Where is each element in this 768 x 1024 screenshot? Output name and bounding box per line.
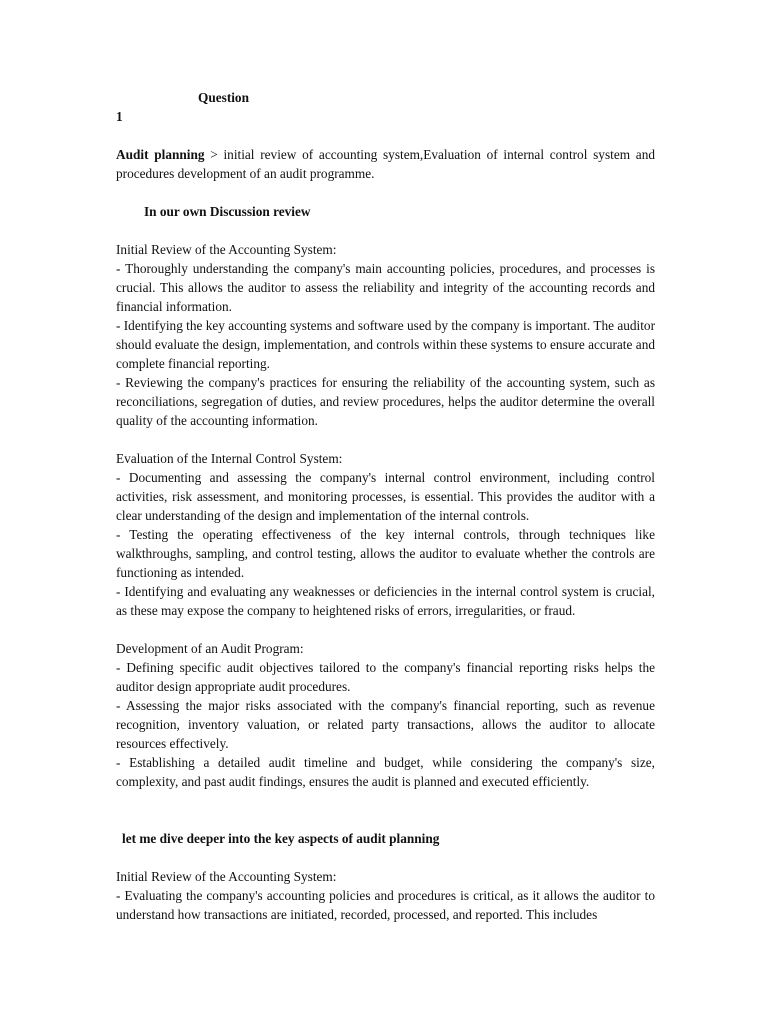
deeper-heading: let me dive deeper into the key aspects of audit planning bbox=[122, 831, 440, 846]
section-bullet: - Reviewing the company's practices for ensuring the reliability of the accounting system, such as reconciliations, segregation of duties, and review procedures, helps the auditor determine the overall quality of the accounting information. bbox=[116, 375, 655, 428]
section-title: Initial Review of the Accounting System: bbox=[116, 242, 337, 257]
section-bullet: - Thoroughly understanding the company's main accounting policies, procedures, and processes is crucial. This allows the auditor to assess the reliability and integrity of the accounting records and financial information. bbox=[116, 261, 655, 314]
section-bullet: - Documenting and assessing the company's internal control environment, including control activities, risk assessment, and monitoring processes, is essential. This provides the auditor with a clear understanding of the design and implementation of the internal controls. bbox=[116, 470, 655, 523]
intro-bold-label: Audit planning bbox=[116, 147, 205, 162]
spacer bbox=[116, 430, 655, 449]
spacer bbox=[116, 183, 655, 202]
spacer bbox=[116, 848, 655, 867]
spacer bbox=[116, 620, 655, 639]
spacer bbox=[116, 221, 655, 240]
section-bullet: - Defining specific audit objectives tailored to the company's financial reporting risks helps the auditor design appropriate audit procedures. bbox=[116, 660, 655, 694]
section-bullet: - Evaluating the company's accounting policies and procedures is critical, as it allows the auditor to understand how transactions are initiated, recorded, processed, and reported. This includes bbox=[116, 888, 655, 922]
section-bullet: - Establishing a detailed audit timeline and budget, while considering the company's size, complexity, and past audit findings, ensures the audit is planned and executed efficiently. bbox=[116, 755, 655, 789]
question-number: 1 bbox=[116, 109, 123, 124]
section-title: Initial Review of the Accounting System: bbox=[116, 869, 337, 884]
spacer bbox=[116, 791, 655, 829]
section-bullet: - Identifying and evaluating any weaknesses or deficiencies in the internal control system is crucial, as these may expose the company to heightened risks of errors, irregularities, or fraud. bbox=[116, 584, 655, 618]
discussion-heading: In our own Discussion review bbox=[144, 204, 311, 219]
spacer bbox=[116, 126, 655, 145]
intro-text: > initial review of accounting system,Evaluation of internal control system and procedures development of an audit programme. bbox=[116, 147, 655, 181]
section-title: Evaluation of the Internal Control System: bbox=[116, 451, 343, 466]
document-body bbox=[116, 88, 655, 924]
question-title: Question bbox=[198, 90, 249, 105]
section-bullet: - Identifying the key accounting systems and software used by the company is important. The auditor should evaluate the design, implementation, and controls within these systems to ensure accurate and complete financial reporting. bbox=[116, 318, 655, 371]
section-bullet: - Testing the operating effectiveness of the key internal controls, through techniques like walkthroughs, sampling, and control testing, allows the auditor to evaluate whether the controls are functioning as intended. bbox=[116, 527, 655, 580]
section-title: Development of an Audit Program: bbox=[116, 641, 304, 656]
intro-paragraph bbox=[116, 145, 655, 183]
section-bullet: - Assessing the major risks associated with the company's financial reporting, such as revenue recognition, inventory valuation, or related party transactions, allows the auditor to allocate resources effectively. bbox=[116, 698, 655, 751]
